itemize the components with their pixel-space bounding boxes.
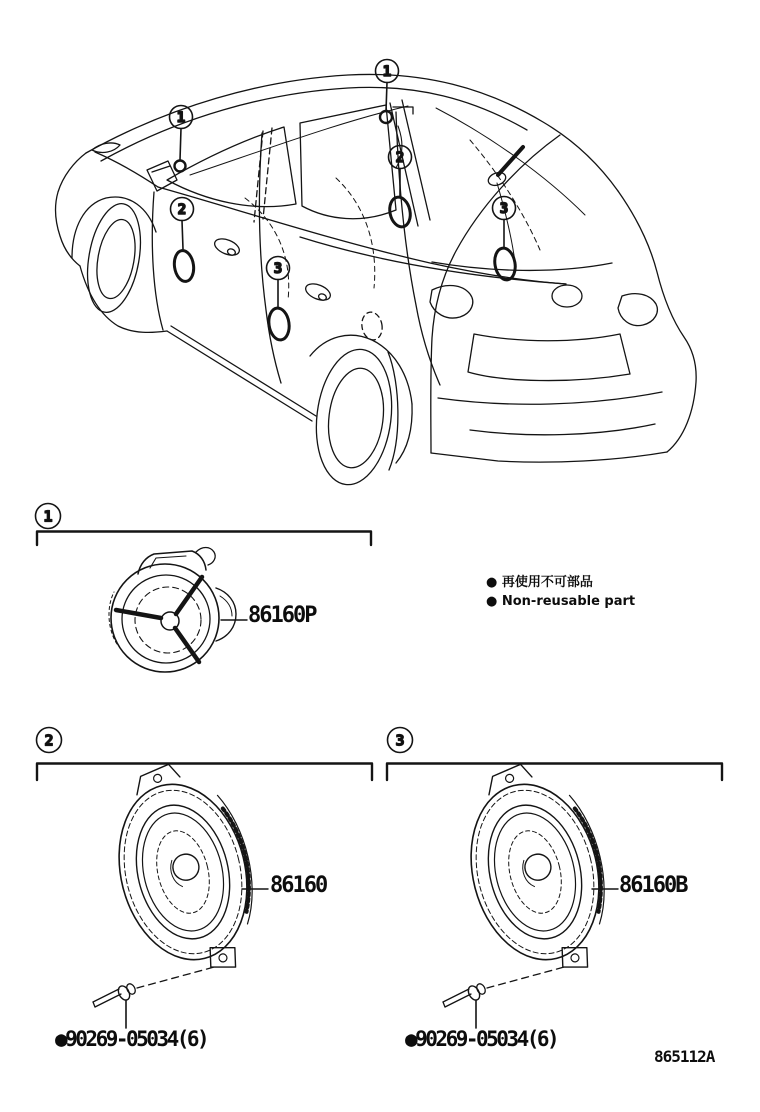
diagram-code: 865112A — [654, 1047, 715, 1066]
callout-2-left-num: 2 — [177, 202, 187, 218]
rear-door-handle — [303, 281, 332, 304]
section-3-num: 3 — [395, 731, 405, 750]
callout-1-left — [170, 106, 193, 172]
front-door-handle — [212, 236, 241, 259]
callout-3-right — [492, 197, 517, 282]
screw-right — [443, 966, 568, 1028]
section-1-num: 1 — [43, 507, 53, 526]
screw-left — [93, 966, 218, 1028]
part-label-86160P: 86160P — [248, 603, 316, 628]
fastener-label-left: ●90269-05034(6) — [55, 1027, 208, 1051]
callout-1-right-num: 1 — [382, 64, 392, 80]
non-reusable-note-en: ● Non-reusable part — [486, 594, 636, 609]
callout-3-right-num: 3 — [499, 201, 509, 217]
callout-3-left-num: 3 — [273, 261, 283, 277]
section-2-header — [37, 728, 373, 781]
callout-2-left — [171, 198, 196, 283]
part-label-86160B: 86160B — [619, 873, 687, 898]
non-reusable-note — [486, 573, 635, 611]
section-3-header — [387, 728, 722, 781]
section-1-header — [36, 504, 372, 546]
callout-2-right-num: 2 — [395, 150, 405, 166]
car-body-outline — [56, 74, 697, 489]
roof-antenna — [486, 147, 523, 188]
section-2-num: 2 — [44, 731, 54, 750]
woofer-86160-drawing — [97, 751, 273, 989]
woofer-86160B-drawing — [449, 751, 625, 989]
non-reusable-note-ja: ● 再使用不可部品 — [486, 575, 593, 590]
callout-1-left-num: 1 — [176, 110, 186, 126]
tweeter-86160P-drawing — [109, 548, 247, 673]
fastener-label-right: ●90269-05034(6) — [405, 1027, 558, 1051]
part-label-86160: 86160 — [270, 873, 327, 898]
